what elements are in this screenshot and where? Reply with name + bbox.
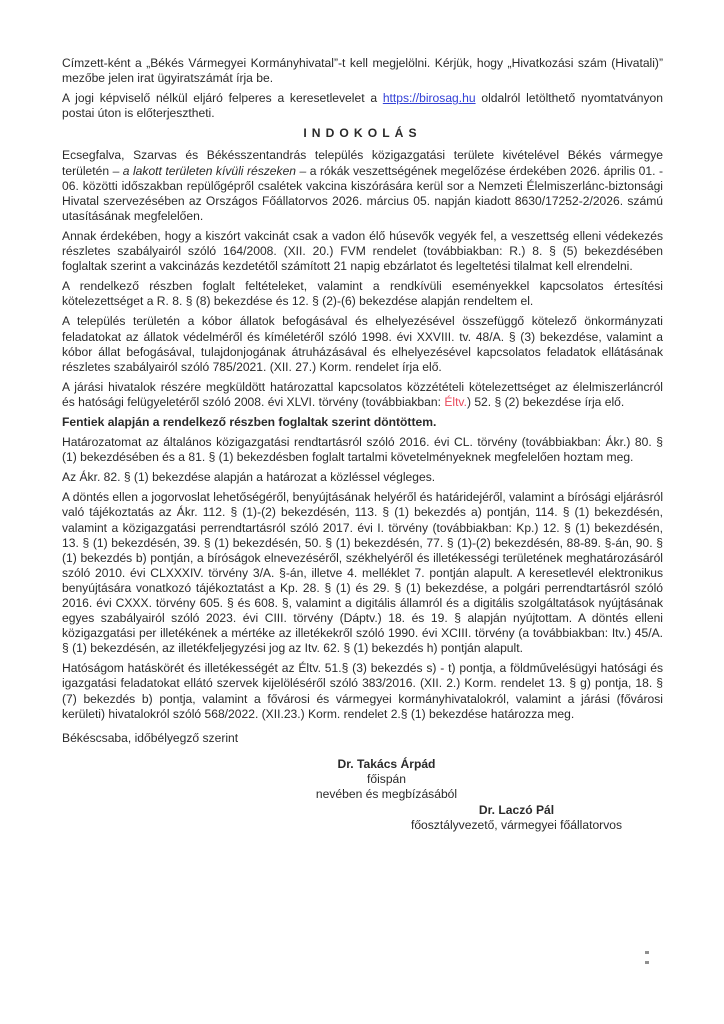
- text-segment: Hatóságom hatáskörét és illetékességét az Éltv. 51.§ (3) bekezdés s) - t) pontja, a földművelésügyi hatósági és igazgatási feladatokat ellátó szervek kijelöléséről szóló 383/2016. (XII. 2.) Korm. rendelet 13. § g) pontja, 18. § (7) bekezdés b) pontja, valamint a fővárosi és vármegyei kormányhivatalokról, valamint a járási (fővárosi kerületi) hivatalokról szóló 568/2022. (XII.23.) Korm. rendelet 2.§ (1) bekezdése határozza meg.: [62, 661, 663, 721]
- scan-artifact-dot: [645, 961, 649, 964]
- text-segment: Annak érdekében, hogy a kiszórt vakcinát csak a vadon élő húsevők vegyék fel, a veszettség elleni védekezés részletes szabályairól szóló 164/2008. (XII. 20.) FVM rendelet (továbbiakban: R.) 8. § (5) bekezdésében foglaltak szerint a vakcinázás kezdetétől számított 21 napig ebzárlatot és legeltetési tilalmat kell elrendelni.: [62, 228, 663, 274]
- signature-block-primary: [86, 757, 687, 803]
- p-notification-obligation: [62, 279, 663, 309]
- document-body: [62, 56, 663, 833]
- p-stray-animals: [62, 314, 663, 374]
- p-jurisdiction: [62, 661, 663, 721]
- italic-text: – a lakott területen kívüli részeken –: [112, 163, 307, 178]
- p-finality: [62, 470, 663, 485]
- scan-artifact-marks: [645, 951, 653, 971]
- section-heading-indokolas: [62, 126, 663, 141]
- p-self-represented-plaintiff: [62, 91, 663, 121]
- signatory-title: főispán: [367, 772, 406, 787]
- signature-delegation-note: nevében és megbízásából: [315, 787, 458, 802]
- scan-artifact-dot: [645, 951, 649, 954]
- text-segment: ) 52. § (2) bekezdése írja elő.: [466, 394, 625, 409]
- text-segment: Határozatomat az általános közigazgatási rendtartásról szóló 2016. évi CL. törvény (továbbiakban: Ákr.) 80. § (1) bekezdésében és a 81. § (1) bekezdésben foglalt tartalmi követelményeknek megfelelően hoztam meg.: [62, 435, 663, 465]
- text-segment: Fentiek alapján a rendelkező részben foglaltak szerint döntöttem.: [62, 414, 437, 429]
- p-appeal-information: [62, 490, 663, 656]
- p-vaccination-campaign: [62, 148, 663, 223]
- p-determination-basis: [62, 435, 663, 465]
- text-segment: Az Ákr. 82. § (1) bekezdése alapján a határozat a közléssel végleges.: [62, 470, 436, 485]
- text-segment: a rókák veszettségének megelőzése érdekében 2026. április 01. - 06. közötti időszakban repülőgépről csalétek vakcina kiszórására kerül sor a Nemzeti Élelmiszerlánc-biztonsági Hivatal szervezésében az Országos Főállatorvos 2026. március 05. napján kiadott 8630/17252-2/2026. számú utasításának megfelelően.: [62, 163, 663, 223]
- red-text: Éltv.: [444, 394, 467, 409]
- text-segment: Békéscsaba, időbélyegző szerint: [62, 730, 239, 745]
- signature-block-secondary: [216, 803, 724, 834]
- signatory-name: Dr. Laczó Pál: [478, 802, 555, 817]
- text-segment: Ecsegfalva, Szarvas és Békésszentandrás település közigazgatási területe kivételével Békés vármegye területén: [62, 148, 663, 178]
- p-publication-obligation: [62, 380, 663, 410]
- text-segment: A jogi képviselő nélkül eljáró felperes a keresetlevelet a: [62, 91, 383, 106]
- text-segment: INDOKOLÁS: [303, 126, 422, 141]
- text-segment: A település területén a kóbor állatok befogásával és elhelyezésével összefüggő kötelező önkormányzati feladatokat az állatok védelméről és kíméletéről szóló 1998. évi XXVIII. tv. 48/A. § (3) bekezdése, valamint a kóbor állat befogásával, tulajdonjogának átruházásával és elhelyezésével kapcsolatos feladatok ellátásának részletes szabályairól szóló 785/2021. (XII. 27.) Korm. rendelet írja elő.: [62, 314, 663, 374]
- signatory-title: főosztályvezető, vármegyei főállatorvos: [410, 818, 623, 833]
- text-segment: A döntés ellen a jogorvoslat lehetőségéről, benyújtásának helyéről és határidejéről, valamint a bírósági eljárásról való tájékoztatás az Ákr. 112. § (1)-(2) bekezdésén, 113. § (1) bekezdés a) pontján, 114. § (1) bekezdésén, valamint a közigazgatási perrendtartásról szóló 2017. évi I. törvény (továbbiakban: Kp.) 12. § (1) bekezdésén, 13. § (1) bekezdésén, 39. § (1) bekezdésén, 50. § (1) bekezdésén, 77. § (1)-(2) bekezdésén, 88-89. §-án, 90. § (1) bekezdés b) pontján, a bíróságok elnevezéséről, székhelyéről és illetékességi területének meghatározásáról szóló 2010. évi CLXXXIV. törvény 3/A. §-án, illetve 4. melléklet 7. pontján alapult. A keresetlevél elektronikus benyújtására vonatkozó tájékoztatást a Kp. 28. § (1) és 29. § (1) bekezdése, a polgári perrendtartásról szóló 2016. évi CXXX. törvény 605. § és 608. §, valamint a digitális államról és a digitális szolgáltatások nyújtásának egyes szabályairól szóló 2023. évi CIII. törvény (Dáptv.) 18. és 19. § alapján nyújtottam. A döntés elleni közigazgatási per illetékének a mértéke az illetékekről szóló 1990. évi XCIII. törvény (a továbbiakban: Itv.) 45/A. § (1) bekezdésén, az illetékfeljegyzési jog az Itv. 62. § (1) bekezdés h) pontján alapult.: [62, 490, 664, 656]
- p-addressee-instructions: [62, 56, 663, 86]
- p-decision-statement: [62, 415, 663, 430]
- text-segment: A járási hivatalok részére megküldött határozattal kapcsolatos közzétételi kötelezettséget az élelmiszerláncról és hatósági felügyeletéről szóló 2008. évi XLVI. törvény (továbbiakban:: [62, 379, 663, 409]
- text-segment: A rendelkező részben foglalt feltételeket, valamint a rendkívüli eseményekkel kapcsolatos értesítési kötelezettséget a R. 8. § (8) bekezdése és 12. § (2)-(6) bekezdése alapján rendeltem el.: [62, 279, 663, 309]
- text-segment: Címzett-ként a „Békés Vármegyei Kormányhivatal”-t kell megjelölni. Kérjük, hogy „Hivatkozási szám (Hivatali)” mezőbe jelen irat ügyiratszámát írja be.: [62, 56, 663, 86]
- birosag-link[interactable]: https://birosag.hu: [382, 91, 476, 106]
- signatory-name: Dr. Takács Árpád: [337, 756, 436, 771]
- text-segment: oldalról letölthető nyomtatványon postai úton is előterjesztheti.: [62, 91, 663, 121]
- p-dateline: [62, 731, 663, 746]
- p-dog-quarantine: [62, 229, 663, 274]
